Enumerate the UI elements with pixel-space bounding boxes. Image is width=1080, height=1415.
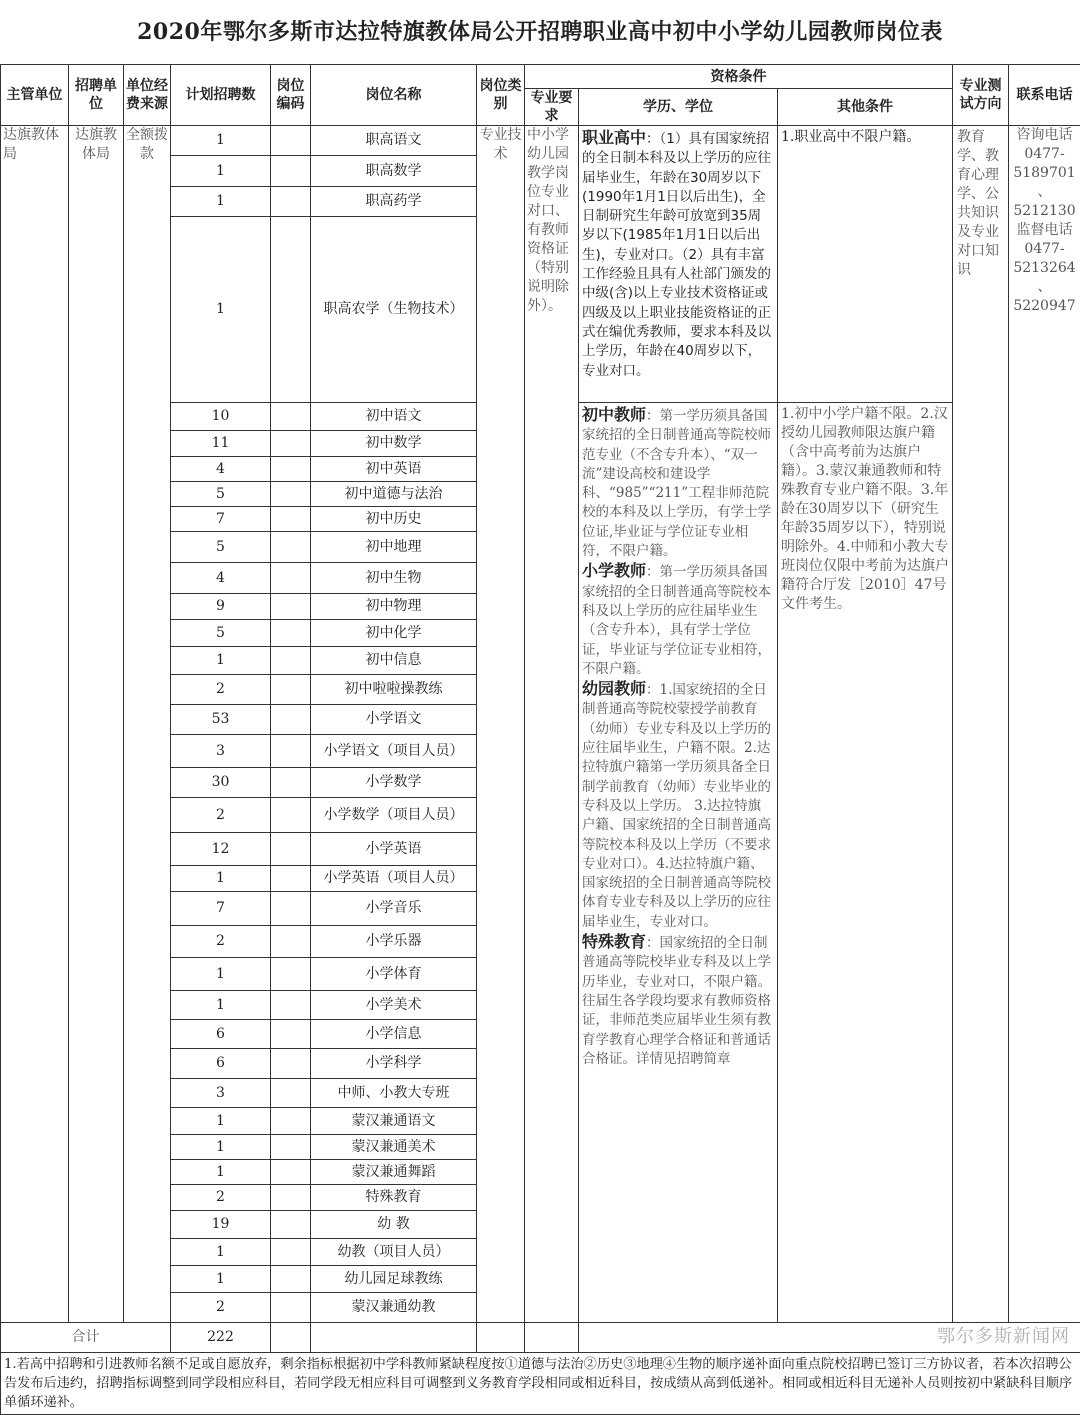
post-code [271, 1293, 311, 1323]
consult-phone: 0477-5189701 [1011, 145, 1078, 183]
planned-count: 5 [171, 620, 271, 647]
post-code [271, 1185, 311, 1211]
planned-count: 5 [171, 482, 271, 507]
planned-count: 10 [171, 403, 271, 431]
planned-count: 4 [171, 457, 271, 482]
post-name: 初中地理 [311, 532, 477, 563]
qualification-section [582, 679, 774, 932]
qualification-heading: 初中教师 [582, 405, 646, 424]
planned-count: 1 [171, 991, 271, 1020]
qualification-section [582, 128, 774, 381]
qualification-section [582, 932, 774, 1069]
post-name: 中师、小教大专班 [311, 1079, 477, 1108]
post-name: 幼儿园足球教练 [311, 1266, 477, 1293]
consult-phone: 5212130 [1011, 202, 1078, 221]
planned-count: 3 [171, 1079, 271, 1108]
post-name: 小学信息 [311, 1020, 477, 1049]
post-code [271, 866, 311, 892]
post-name: 初中道德与法治 [311, 482, 477, 507]
planned-count: 1 [171, 958, 271, 991]
post-code [271, 892, 311, 926]
planned-count: 1 [171, 217, 271, 403]
post-code [271, 482, 311, 507]
planned-count: 1 [171, 156, 271, 187]
post-code [271, 594, 311, 620]
header-post-type: 岗位类别 [477, 65, 525, 126]
post-name: 小学英语（项目人员） [311, 866, 477, 892]
planned-count: 2 [171, 1185, 271, 1211]
post-name: 小学体育 [311, 958, 477, 991]
planned-count: 1 [171, 187, 271, 217]
post-name: 初中英语 [311, 457, 477, 482]
planned-count: 2 [171, 798, 271, 833]
supervisor-cell: 达旗教体局 [1, 126, 69, 1323]
planned-count: 2 [171, 926, 271, 958]
header-major-req: 专业要求 [525, 89, 579, 126]
post-code [271, 217, 311, 403]
watermark-cell [579, 1323, 1080, 1353]
qualification-text: ：（1）具有国家统招的全日制本科及以上学历的应往届毕业生，年龄在30周岁以下(1990年1月1日以后出生)，全日制研究生年龄可放宽到35周岁以下(1985年1月1日以后出生)，专业对口。（2）具有丰富工作经验且具有人社部门颁发的中级(含)以上专业技术资格证或四级及以上职业技能资格证的正式在编优秀教师，要求本科及以上学历，年龄在40周岁以下，专业对口。 [582, 131, 771, 379]
total-label: 合计 [1, 1323, 171, 1353]
post-code [271, 507, 311, 532]
planned-count: 2 [171, 1293, 271, 1323]
education-requirements-1 [579, 403, 778, 1323]
post-name: 初中语文 [311, 403, 477, 431]
planned-count: 1 [171, 1239, 271, 1266]
post-name: 小学科学 [311, 1049, 477, 1079]
post-name: 初中物理 [311, 594, 477, 620]
planned-count: 19 [171, 1211, 271, 1239]
post-code [271, 798, 311, 833]
planned-count: 1 [171, 126, 271, 156]
header-test-direction: 专业测试方向 [953, 65, 1009, 126]
education-requirements-0 [579, 126, 778, 403]
consult-label: 咨询电话 [1011, 126, 1078, 145]
header-planned: 计划招聘数 [171, 65, 271, 126]
post-code [271, 1049, 311, 1079]
planned-count: 7 [171, 507, 271, 532]
planned-count: 12 [171, 833, 271, 866]
post-code [271, 833, 311, 866]
post-code [271, 1266, 311, 1293]
post-name: 小学英语 [311, 833, 477, 866]
post-code [271, 1135, 311, 1160]
test-direction-cell: 教育学、教育心理学、公共知识及专业对口知识 [953, 126, 1009, 1323]
recruitment-table [0, 64, 1080, 1415]
post-code [271, 1211, 311, 1239]
post-name: 蒙汉兼通幼教 [311, 1293, 477, 1323]
post-code [271, 1079, 311, 1108]
post-name: 初中信息 [311, 647, 477, 675]
post-name: 小学美术 [311, 991, 477, 1020]
header-funding: 单位经费来源 [124, 65, 171, 126]
post-name: 初中数学 [311, 431, 477, 457]
qualification-text: ：1.国家统招的全日制普通高等院校蒙授学前教育（幼师）专业专科及以上学历的应往届毕业生，户籍不限。2.达拉特旗户籍第一学历须具备全日制学前教育（幼师）专业毕业的专科及以上学历。 3.达拉特旗户籍、国家统招的全日制普通高等院校本科及以上学历（不要求专业对口）。4.达拉特旗户籍、国家统招的全日制普通高等院校体育专业专科及以上学历的应往届毕业生，专业对口。 [582, 682, 771, 930]
qualification-heading: 小学教师 [582, 561, 646, 580]
post-code [271, 1160, 311, 1185]
post-name: 幼 教 [311, 1211, 477, 1239]
other-conditions-0: 1.职业高中不限户籍。 [778, 126, 953, 403]
post-name: 小学数学（项目人员） [311, 798, 477, 833]
post-code [271, 457, 311, 482]
post-name: 蒙汉兼通美术 [311, 1135, 477, 1160]
qualification-section [582, 561, 774, 679]
header-contact: 联系电话 [1009, 65, 1080, 126]
header-other: 其他条件 [778, 89, 953, 126]
qualification-text: ：国家统招的全日制普通高等院校毕业专科及以上学历毕业，专业对口，不限户籍。往届生各学段均要求有教师资格证，非师范类应届毕业生须有教育学教育心理学合格证和普通话合格证。详情见招聘简章 [582, 935, 771, 1067]
table-row [1, 126, 1080, 156]
post-name: 初中生物 [311, 563, 477, 594]
post-name: 初中化学 [311, 620, 477, 647]
major-requirement-cell: 中小学幼儿园教学岗位专业对口、有教师资格证（特别说明除外）。 [525, 126, 579, 1323]
post-code [271, 768, 311, 798]
post-name: 蒙汉兼通舞蹈 [311, 1160, 477, 1185]
empty-cell [525, 1323, 579, 1353]
planned-count: 1 [171, 1266, 271, 1293]
post-name: 小学音乐 [311, 892, 477, 926]
post-code [271, 156, 311, 187]
post-type-cell: 专业技术 [477, 126, 525, 1323]
qualification-heading: 特殊教育 [582, 932, 646, 951]
planned-count: 11 [171, 431, 271, 457]
planned-count: 30 [171, 768, 271, 798]
planned-count: 1 [171, 647, 271, 675]
planned-count: 6 [171, 1049, 271, 1079]
post-name: 小学乐器 [311, 926, 477, 958]
qualification-section [582, 405, 774, 561]
planned-count: 5 [171, 532, 271, 563]
planned-count: 3 [171, 735, 271, 768]
post-name: 初中历史 [311, 507, 477, 532]
supervise-phone: 5220947 [1011, 297, 1078, 316]
post-name: 职高语文 [311, 126, 477, 156]
planned-count: 1 [171, 1160, 271, 1185]
post-code [271, 187, 311, 217]
post-code [271, 991, 311, 1020]
empty-cell [477, 1323, 525, 1353]
planned-count: 1 [171, 1135, 271, 1160]
qualification-heading: 幼园教师 [582, 679, 646, 698]
header-education: 学历、学位 [579, 89, 778, 126]
funding-cell: 全额拨款 [124, 126, 171, 1323]
planned-count: 53 [171, 705, 271, 735]
planned-count: 1 [171, 866, 271, 892]
header-recruiter: 招聘单位 [69, 65, 124, 126]
post-code [271, 532, 311, 563]
post-code [271, 403, 311, 431]
planned-count: 7 [171, 892, 271, 926]
page-title: 2020年鄂尔多斯市达拉特旗教体局公开招聘职业高中初中小学幼儿园教师岗位表 [0, 0, 1080, 64]
separator: 、 [1011, 183, 1078, 202]
post-code [271, 126, 311, 156]
header-post-name: 岗位名称 [311, 65, 477, 126]
post-code [271, 1108, 311, 1135]
post-code [271, 735, 311, 768]
total-row [1, 1323, 1080, 1353]
post-name: 小学语文（项目人员） [311, 735, 477, 768]
watermark: 鄂尔多斯新闻网 [937, 1326, 1070, 1347]
total-count: 222 [171, 1323, 271, 1353]
other-conditions-1: 1.初中小学户籍不限。2.汉授幼儿园教师限达旗户籍（含中高考前为达旗户籍）。3.蒙汉兼通教师和特殊教育专业户籍不限。3.年龄在30周岁以下（研究生年龄35周岁以下），特别说明除外。4.中师和小教大专班岗位仅限中考前为达旗户籍符合厅发［2010］47号文件考生。 [778, 403, 953, 1323]
post-code [271, 620, 311, 647]
qualification-text: ：第一学历须具备国家统招的全日制普通高等院校师范专业（不含专升本）、“双一流”建设高校和建设学科、“985”“211”工程非师范院校的本科及以上学历，有学士学位证,毕业证与学位证专业相符，不限户籍。 [582, 408, 771, 559]
qualification-text: ：第一学历须具备国家统招的全日制普通高等院校本科及以上学历的应往届毕业生（含专升本），具有学士学位证，毕业证与学位证专业相符， 不限户籍。 [582, 564, 771, 676]
post-code [271, 958, 311, 991]
post-code [271, 563, 311, 594]
planned-count: 2 [171, 675, 271, 705]
header-supervisor: 主管单位 [1, 65, 69, 126]
empty-cell [311, 1323, 477, 1353]
qualification-heading: 职业高中 [582, 128, 646, 147]
header-qualifications: 资格条件 [525, 65, 953, 89]
post-name: 职高数学 [311, 156, 477, 187]
notes: 1.若高中招聘和引进教师名额不足或自愿放弃，剩余指标根据初中学科教师紧缺程度按①道德与法治②历史③地理④生物的顺序递补面向重点院校招聘已签订三方协议者，若本次招聘公告发布后违约，招聘指标调整到同学段相应科目，若同学段无相应科目可调整到义务教育学段相同或相近科目，按成绩从高到低递补。相同或相近科目无递补人员则按初中紧缺科目顺序单循环递补。 [1, 1353, 1080, 1415]
post-code [271, 926, 311, 958]
recruiter-cell: 达旗教体局 [69, 126, 124, 1323]
post-name: 蒙汉兼通语文 [311, 1108, 477, 1135]
planned-count: 1 [171, 1108, 271, 1135]
post-code [271, 1239, 311, 1266]
planned-count: 4 [171, 563, 271, 594]
post-code [271, 1020, 311, 1049]
post-code [271, 675, 311, 705]
post-name: 职高药学 [311, 187, 477, 217]
post-code [271, 647, 311, 675]
post-name: 职高农学（生物技术） [311, 217, 477, 403]
post-name: 初中啦啦操教练 [311, 675, 477, 705]
post-code [271, 431, 311, 457]
post-name: 特殊教育 [311, 1185, 477, 1211]
contact-cell [1009, 126, 1080, 1323]
post-code [271, 705, 311, 735]
post-name: 小学语文 [311, 705, 477, 735]
post-name: 小学数学 [311, 768, 477, 798]
empty-cell [271, 1323, 311, 1353]
supervise-label: 监督电话 [1011, 221, 1078, 240]
separator: 、 [1011, 278, 1078, 297]
notes-row [1, 1353, 1080, 1415]
planned-count: 6 [171, 1020, 271, 1049]
planned-count: 9 [171, 594, 271, 620]
post-name: 幼教（项目人员） [311, 1239, 477, 1266]
supervise-phone: 0477-5213264 [1011, 240, 1078, 278]
header-post-code: 岗位编码 [271, 65, 311, 126]
